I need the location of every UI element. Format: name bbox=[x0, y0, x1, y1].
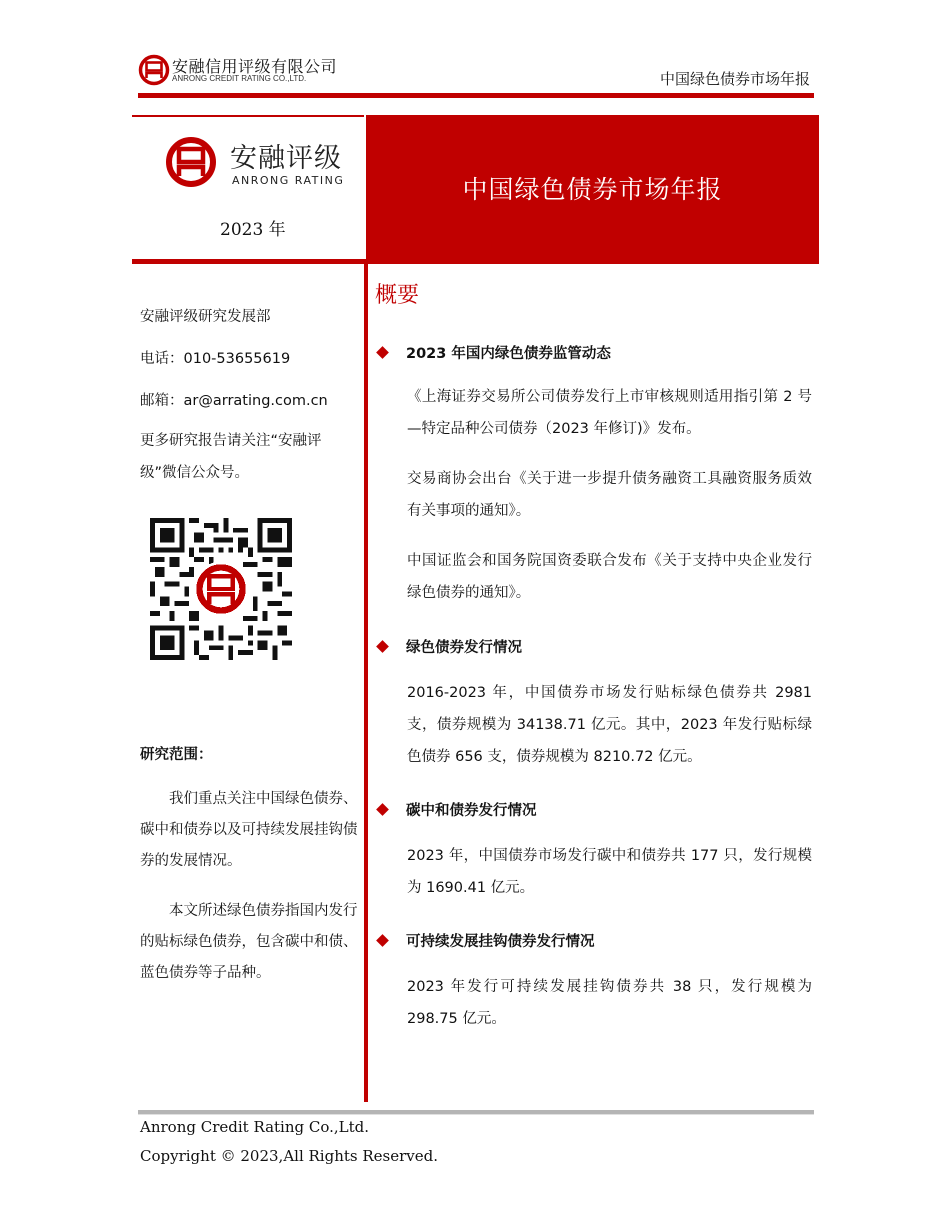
scope-paragraph-1: 我们重点关注中国绿色债券、碳中和债券以及可持续发展挂钩债券的发展情况。 bbox=[140, 791, 358, 869]
column-divider bbox=[364, 262, 368, 1102]
title-banner bbox=[366, 115, 819, 261]
brand-name-en: ANRONG RATING bbox=[232, 174, 345, 187]
section-title: 绿色债券发行情况 bbox=[406, 640, 522, 656]
contact-email: 邮箱：ar@arrating.com.cn bbox=[140, 393, 328, 409]
report-year: 2023 年 bbox=[220, 220, 286, 240]
cover-top-divider bbox=[132, 115, 364, 117]
section-heading-carbon-neutral bbox=[376, 799, 537, 820]
header-divider bbox=[138, 93, 814, 98]
regulation-paragraph-2: 交易商协会出台《关于进一步提升债务融资工具融资服务质效有关事项的通知》。 bbox=[407, 471, 812, 519]
department-name: 安融评级研究发展部 bbox=[140, 309, 271, 325]
footer-divider bbox=[138, 1110, 814, 1115]
brand-name: 安融评级 bbox=[230, 143, 342, 174]
footer-copyright: Copyright © 2023,All Rights Reserved. bbox=[140, 1147, 439, 1165]
header-report-title: 中国绿色债券市场年报 bbox=[659, 70, 810, 88]
section-title: 2023 年国内绿色债券监管动态 bbox=[406, 346, 611, 362]
header-company-name-en: ANRONG CREDIT RATING CO.,LTD. bbox=[172, 74, 307, 83]
header-company-name: 安融信用评级有限公司 bbox=[172, 57, 338, 76]
diamond-bullet-icon bbox=[376, 346, 389, 359]
carbon-neutral-paragraph: 2023 年，中国债券市场发行碳中和债券共 177 只，发行规模为 1690.41 亿元。 bbox=[407, 848, 812, 896]
summary-heading: 概要 bbox=[375, 283, 420, 308]
qr-code-icon bbox=[150, 518, 292, 660]
diamond-bullet-icon bbox=[376, 934, 389, 947]
regulation-paragraph-1: 《上海证券交易所公司债券发行上市审核规则适用指引第 2 号—特定品种公司债券（2023 年修订)》发布。 bbox=[407, 389, 812, 437]
diamond-bullet-icon bbox=[376, 803, 389, 816]
section-heading-sustainability-linked bbox=[376, 930, 595, 951]
regulation-paragraph-3: 中国证监会和国务院国资委联合发布《关于支持中央企业发行绿色债券的通知》。 bbox=[407, 553, 812, 601]
sustainability-linked-paragraph: 2023 年发行可持续发展挂钩债券共 38 只，发行规模为 298.75 亿元。 bbox=[407, 979, 812, 1027]
green-bonds-paragraph: 2016-2023 年，中国债券市场发行贴标绿色债券共 2981 支，债券规模为 34138.71 亿元。其中，2023 年发行贴标绿色债券 656 支，债券规模为 8210.72 亿元。 bbox=[407, 685, 812, 765]
scope-heading: 研究范围： bbox=[140, 747, 213, 763]
scope-paragraph-2: 本文所述绿色债券指国内发行的贴标绿色债券，包含碳中和债、蓝色债券等子品种。 bbox=[140, 903, 358, 981]
footer-company: Anrong Credit Rating Co.,Ltd. bbox=[140, 1118, 370, 1136]
follow-note-line1: 更多研究报告请关注“安融评 bbox=[140, 433, 322, 449]
brand-logo-icon bbox=[165, 136, 217, 188]
section-title: 碳中和债券发行情况 bbox=[406, 803, 537, 819]
section-title: 可持续发展挂钩债券发行情况 bbox=[406, 934, 595, 950]
follow-note-line2: 级”微信公众号。 bbox=[140, 465, 250, 481]
section-heading-green-bonds bbox=[376, 636, 522, 657]
cover-bottom-divider bbox=[132, 259, 819, 264]
diamond-bullet-icon bbox=[376, 640, 389, 653]
report-title: 中国绿色债券市场年报 bbox=[462, 175, 723, 204]
company-logo-icon bbox=[138, 54, 170, 86]
contact-phone: 电话：010-53655619 bbox=[140, 351, 291, 367]
section-heading-regulation bbox=[376, 342, 611, 363]
